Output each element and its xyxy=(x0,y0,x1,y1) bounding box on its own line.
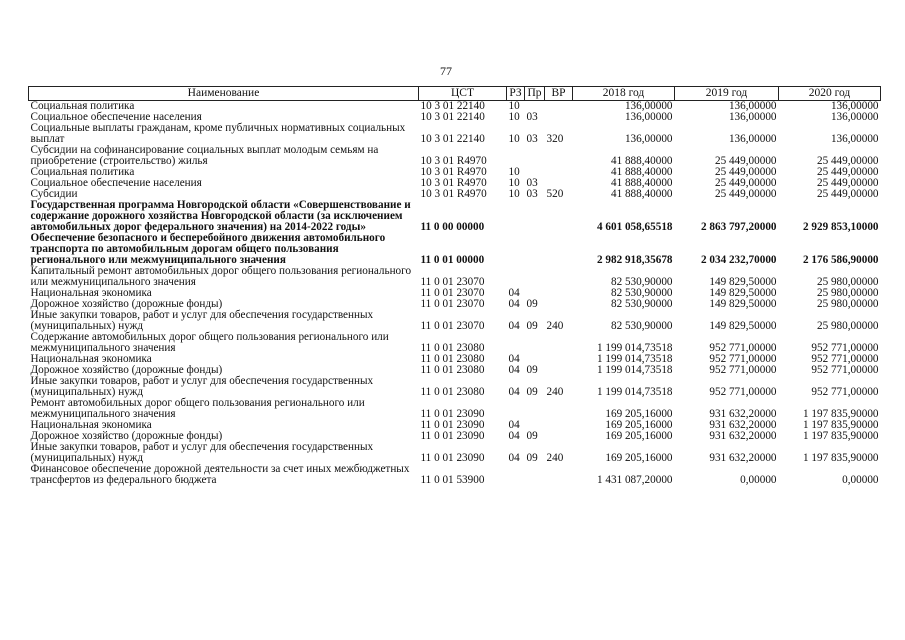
col-header-vr: ВР xyxy=(545,87,573,101)
header-row xyxy=(29,87,881,101)
cell-2018: 1 431 087,20000 xyxy=(596,474,673,486)
cell-name: Дорожное хозяйство (дорожные фонды) xyxy=(30,364,223,376)
cell-pr: 09 xyxy=(526,431,538,442)
cell-cst: 11 0 01 23080 xyxy=(420,342,485,354)
cell-2018: 169 205,16000 xyxy=(605,431,673,442)
cell-cst: 11 0 01 23080 xyxy=(420,365,485,376)
cell-pr: 03 xyxy=(526,112,538,123)
cell-vr xyxy=(545,200,573,233)
cell-vr xyxy=(545,167,573,178)
cell-name: Социальные выплаты гражданам, кроме публичных нормативных социальных выплат xyxy=(30,122,406,145)
col-header-2020: 2020 год xyxy=(779,87,881,101)
cell-pr xyxy=(525,233,545,266)
cell-2020: 2 176 586,90000 xyxy=(802,254,879,266)
cell-pr: 09 xyxy=(526,452,538,464)
cell-cst: 11 0 01 23070 xyxy=(420,320,485,332)
cell-2018: 1 199 014,73518 xyxy=(596,386,673,398)
cell-rz xyxy=(507,233,525,266)
table-row xyxy=(29,398,881,420)
cell-2019: 952 771,00000 xyxy=(709,354,777,365)
cell-rz: 04 xyxy=(508,354,520,365)
cell-2018: 41 888,40000 xyxy=(610,178,673,189)
cell-2020: 25 449,00000 xyxy=(816,155,879,167)
cell-name: Иные закупки товаров, работ и услуг для обеспечения государственных (муниципальных) нужд xyxy=(30,309,374,332)
cell-vr xyxy=(545,299,573,310)
cell-rz: 04 xyxy=(508,452,520,464)
cell-2019: 25 449,00000 xyxy=(714,167,777,178)
cell-cst: 11 0 01 23070 xyxy=(420,288,485,299)
cell-name: Дорожное хозяйство (дорожные фонды) xyxy=(30,430,223,442)
cell-2020: 952 771,00000 xyxy=(811,342,879,354)
cell-rz xyxy=(507,464,525,486)
cell-2018: 82 530,90000 xyxy=(610,276,673,288)
cell-2018: 41 888,40000 xyxy=(610,189,673,200)
cell-rz xyxy=(507,398,525,420)
cell-pr xyxy=(525,464,545,486)
cell-2019: 2 034 232,70000 xyxy=(700,254,777,266)
cell-pr: 03 xyxy=(526,189,538,200)
cell-2018: 169 205,16000 xyxy=(605,452,673,464)
cell-vr xyxy=(545,332,573,354)
table-row xyxy=(29,464,881,486)
cell-name: Капитальный ремонт автомобильных дорог общего пользования регионального или межмуниципального значения xyxy=(30,265,412,288)
cell-rz: 04 xyxy=(508,386,520,398)
cell-name: Социальное обеспечение населения xyxy=(30,111,202,123)
table-row xyxy=(29,178,881,189)
cell-rz: 04 xyxy=(508,365,520,376)
cell-rz xyxy=(507,266,525,288)
cell-2018: 1 199 014,73518 xyxy=(596,354,673,365)
cell-pr xyxy=(525,167,545,178)
cell-rz: 04 xyxy=(508,320,520,332)
cell-vr: 520 xyxy=(546,189,564,200)
cell-vr xyxy=(545,145,573,167)
cell-2020: 136,00000 xyxy=(830,133,879,145)
cell-2020: 25 449,00000 xyxy=(816,189,879,200)
cell-vr xyxy=(545,431,573,442)
table-row xyxy=(29,310,881,332)
cell-name: Государственная программа Новгородской области «Совершенствование и содержание дорожного хозяйства Новгородской области (за исключением автомобильных дорог федерального значения) на 2014-2022 годы» xyxy=(30,199,411,233)
cell-2020: 1 197 835,90000 xyxy=(802,420,879,431)
cell-name: Ремонт автомобильных дорог общего пользования регионального или межмуниципального значения xyxy=(30,397,365,420)
cell-vr: 240 xyxy=(546,452,564,464)
cell-2018: 82 530,90000 xyxy=(610,288,673,299)
cell-pr: 09 xyxy=(526,365,538,376)
cell-vr xyxy=(545,464,573,486)
cell-2019: 136,00000 xyxy=(728,133,777,145)
cell-2018: 136,00000 xyxy=(624,112,673,123)
cell-cst: 11 0 00 00000 xyxy=(420,221,485,233)
cell-vr xyxy=(545,101,573,113)
cell-2020: 25 449,00000 xyxy=(816,167,879,178)
table-row xyxy=(29,145,881,167)
table-row xyxy=(29,376,881,398)
table-row xyxy=(29,200,881,233)
cell-name: Социальная политика xyxy=(30,100,135,112)
cell-2020: 952 771,00000 xyxy=(811,354,879,365)
cell-rz: 10 xyxy=(508,178,520,189)
cell-2019: 952 771,00000 xyxy=(709,386,777,398)
cell-2019: 149 829,50000 xyxy=(709,299,777,310)
cell-2019: 931 632,20000 xyxy=(709,408,777,420)
cell-2018: 169 205,16000 xyxy=(605,420,673,431)
cell-cst: 11 0 01 23070 xyxy=(420,276,485,288)
cell-pr: 03 xyxy=(526,178,538,189)
cell-rz: 10 xyxy=(508,133,520,145)
cell-pr: 09 xyxy=(526,320,538,332)
cell-pr xyxy=(525,332,545,354)
cell-pr xyxy=(525,101,545,113)
col-header-2018: 2018 год xyxy=(573,87,675,101)
cell-2018: 82 530,90000 xyxy=(610,320,673,332)
cell-2019: 25 449,00000 xyxy=(714,189,777,200)
cell-cst: 11 0 01 23090 xyxy=(420,420,485,431)
cell-2020: 952 771,00000 xyxy=(811,386,879,398)
cell-2020: 25 980,00000 xyxy=(816,299,879,310)
table-body xyxy=(29,101,881,487)
cell-pr: 03 xyxy=(526,133,538,145)
cell-name: Национальная экономика xyxy=(30,353,152,365)
cell-name: Социальное обеспечение населения xyxy=(30,177,202,189)
cell-2019: 2 863 797,20000 xyxy=(700,221,777,233)
cell-2018: 136,00000 xyxy=(624,100,673,112)
cell-cst: 10 3 01 R4970 xyxy=(420,178,487,189)
cell-cst: 10 3 01 22140 xyxy=(420,133,485,145)
cell-rz xyxy=(507,200,525,233)
cell-cst: 11 0 01 23090 xyxy=(420,452,485,464)
cell-pr xyxy=(525,354,545,365)
cell-rz: 10 xyxy=(508,112,520,123)
cell-pr xyxy=(525,288,545,299)
table-row xyxy=(29,266,881,288)
cell-pr xyxy=(525,145,545,167)
cell-cst: 11 0 01 23090 xyxy=(420,408,485,420)
cell-vr xyxy=(545,288,573,299)
cell-2019: 0,00000 xyxy=(740,474,777,486)
cell-vr xyxy=(545,365,573,376)
cell-cst: 10 3 01 22140 xyxy=(420,112,485,123)
cell-2018: 1 199 014,73518 xyxy=(596,365,673,376)
cell-name: Финансовое обеспечение дорожной деятельности за счет иных межбюджетных трансфертов из федерального бюджета xyxy=(30,463,410,486)
cell-rz: 04 xyxy=(508,288,520,299)
cell-cst: 11 0 01 00000 xyxy=(420,254,485,266)
cell-vr xyxy=(545,420,573,431)
cell-rz xyxy=(507,332,525,354)
cell-2018: 41 888,40000 xyxy=(610,155,673,167)
cell-pr: 09 xyxy=(526,386,538,398)
cell-2019: 931 632,20000 xyxy=(709,420,777,431)
cell-2019: 136,00000 xyxy=(728,100,777,112)
page-number: 77 xyxy=(440,64,452,78)
cell-pr xyxy=(525,398,545,420)
cell-2018: 1 199 014,73518 xyxy=(596,342,673,354)
cell-rz: 10 xyxy=(508,167,520,178)
cell-vr: 240 xyxy=(546,386,564,398)
cell-2020: 1 197 835,90000 xyxy=(802,408,879,420)
cell-name: Обеспечение безопасного и бесперебойного движения автомобильного транспорта по автомобильным дорогам общего пользования регионального или межмуниципального значения xyxy=(30,232,386,266)
cell-2018: 41 888,40000 xyxy=(610,167,673,178)
cell-vr xyxy=(545,233,573,266)
cell-2019: 931 632,20000 xyxy=(709,431,777,442)
cell-cst: 10 3 01 22140 xyxy=(420,100,485,112)
budget-table xyxy=(28,86,881,486)
cell-pr xyxy=(525,420,545,431)
cell-rz: 04 xyxy=(508,431,520,442)
cell-rz: 10 xyxy=(508,100,520,112)
cell-cst: 10 3 01 R4970 xyxy=(420,189,487,200)
cell-2019: 149 829,50000 xyxy=(709,320,777,332)
cell-2020: 1 197 835,90000 xyxy=(802,431,879,442)
cell-vr xyxy=(545,266,573,288)
cell-rz xyxy=(507,145,525,167)
cell-name: Национальная экономика xyxy=(30,419,152,431)
cell-2020: 25 449,00000 xyxy=(816,178,879,189)
cell-pr xyxy=(525,266,545,288)
cell-2020: 2 929 853,10000 xyxy=(802,221,879,233)
table-row xyxy=(29,442,881,464)
cell-cst: 11 0 01 23070 xyxy=(420,299,485,310)
cell-name: Субсидии на софинансирование социальных выплат молодым семьям на приобретение (строительство) жилья xyxy=(30,144,379,167)
cell-name: Содержание автомобильных дорог общего пользования регионального или межмуниципального значения xyxy=(30,331,389,354)
cell-2018: 82 530,90000 xyxy=(610,299,673,310)
cell-vr xyxy=(545,178,573,189)
cell-2019: 931 632,20000 xyxy=(709,452,777,464)
cell-2020: 136,00000 xyxy=(830,100,879,112)
cell-2018: 136,00000 xyxy=(624,133,673,145)
cell-vr xyxy=(545,112,573,123)
cell-pr xyxy=(525,200,545,233)
cell-2019: 25 449,00000 xyxy=(714,178,777,189)
col-header-name: Наименование xyxy=(29,87,419,101)
cell-2019: 136,00000 xyxy=(728,112,777,123)
cell-2019: 25 449,00000 xyxy=(714,155,777,167)
cell-cst: 11 0 01 23090 xyxy=(420,431,485,442)
cell-2019: 952 771,00000 xyxy=(709,365,777,376)
cell-2018: 2 982 918,35678 xyxy=(596,254,673,266)
cell-name: Иные закупки товаров, работ и услуг для обеспечения государственных (муниципальных) нужд xyxy=(30,375,374,398)
cell-rz: 10 xyxy=(508,189,520,200)
cell-2019: 149 829,50000 xyxy=(709,276,777,288)
cell-name: Иные закупки товаров, работ и услуг для обеспечения государственных (муниципальных) нужд xyxy=(30,441,374,464)
cell-2020: 1 197 835,90000 xyxy=(802,452,879,464)
cell-vr: 240 xyxy=(546,320,564,332)
cell-rz: 04 xyxy=(508,420,520,431)
cell-cst: 11 0 01 53900 xyxy=(420,474,485,486)
cell-name: Дорожное хозяйство (дорожные фонды) xyxy=(30,298,223,310)
cell-cst: 11 0 01 23080 xyxy=(420,386,485,398)
cell-name: Национальная экономика xyxy=(30,287,152,299)
col-header-2019: 2019 год xyxy=(675,87,779,101)
cell-vr xyxy=(545,398,573,420)
cell-2019: 149 829,50000 xyxy=(709,288,777,299)
cell-vr: 320 xyxy=(546,133,564,145)
cell-vr xyxy=(545,354,573,365)
cell-2018: 169 205,16000 xyxy=(605,408,673,420)
cell-2020: 25 980,00000 xyxy=(816,320,879,332)
col-header-pr: Пр xyxy=(525,87,545,101)
cell-pr: 09 xyxy=(526,299,538,310)
table-row xyxy=(29,233,881,266)
cell-2020: 136,00000 xyxy=(830,112,879,123)
col-header-cst: ЦСТ xyxy=(419,87,507,101)
cell-2020: 25 980,00000 xyxy=(816,276,879,288)
col-header-rz: РЗ xyxy=(507,87,525,101)
cell-2019: 952 771,00000 xyxy=(709,342,777,354)
table-row xyxy=(29,332,881,354)
cell-2020: 0,00000 xyxy=(842,474,879,486)
cell-cst: 10 3 01 R4970 xyxy=(420,167,487,178)
cell-2018: 4 601 058,65518 xyxy=(596,221,673,233)
cell-cst: 11 0 01 23080 xyxy=(420,354,485,365)
cell-2020: 25 980,00000 xyxy=(816,288,879,299)
cell-name: Социальная политика xyxy=(30,166,135,178)
table-row xyxy=(29,123,881,145)
cell-rz: 04 xyxy=(508,299,520,310)
cell-2020: 952 771,00000 xyxy=(811,365,879,376)
cell-name: Субсидии xyxy=(30,188,78,200)
cell-cst: 10 3 01 R4970 xyxy=(420,155,487,167)
